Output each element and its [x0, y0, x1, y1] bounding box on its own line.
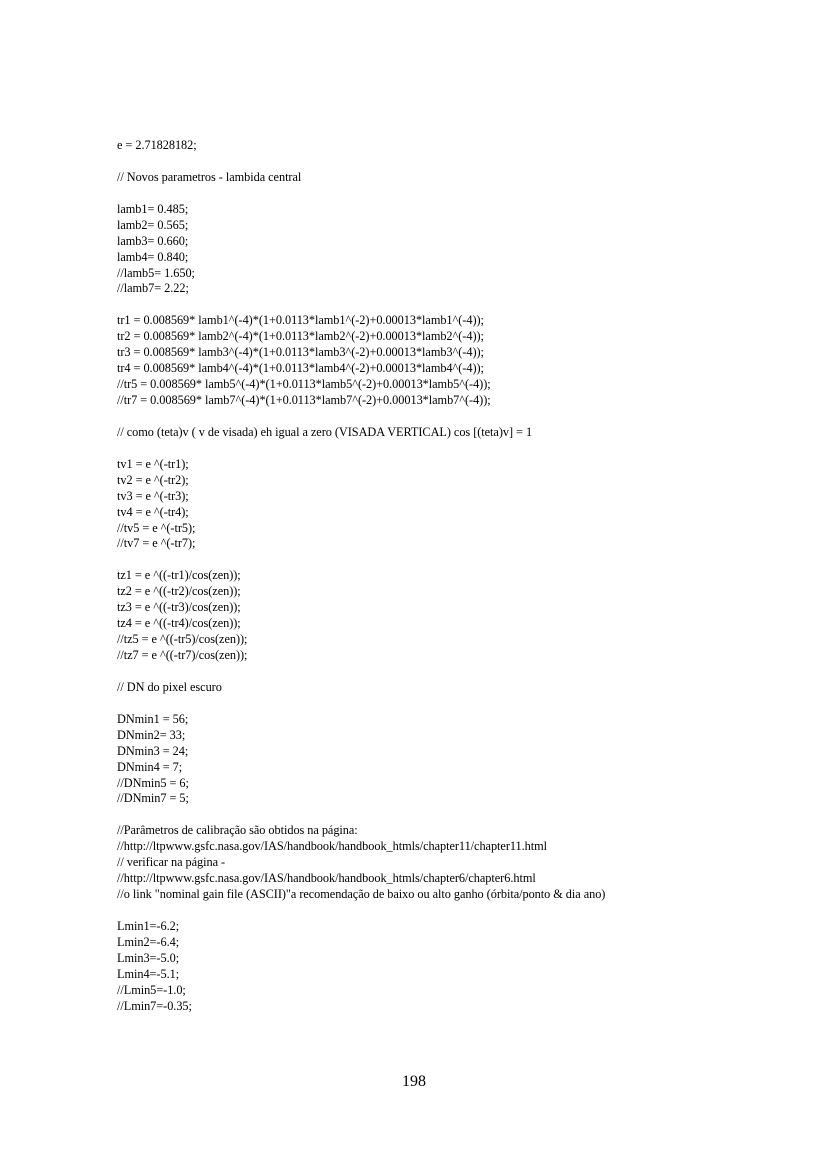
code-line: //lamb5= 1.650;	[117, 265, 195, 280]
blank-line	[117, 807, 797, 823]
blank-line	[117, 664, 797, 680]
code-line: //DNmin7 = 5;	[117, 791, 189, 806]
code-line: tr2 = 0.008569* lamb2^(-4)*(1+0.0113*lamb2^(-2)+0.00013*lamb2^(-4));	[117, 329, 484, 344]
code-line: Lmin4=-5.1;	[117, 966, 180, 981]
blank-line	[117, 186, 797, 202]
code-line: Lmin1=-6.2;	[117, 918, 180, 933]
code-line: //DNmin5 = 6;	[117, 775, 189, 790]
code-line: //tv5 = e ^(-tr5);	[117, 520, 196, 535]
code-line: // como (teta)v ( v de visada) eh igual a zero (VISADA VERTICAL) cos [(teta)v] = 1	[117, 424, 533, 439]
code-line: tv1 = e ^(-tr1);	[117, 456, 189, 471]
blank-line	[117, 409, 797, 425]
code-line: DNmin1 = 56;	[117, 711, 189, 726]
code-line: tr1 = 0.008569* lamb1^(-4)*(1+0.0113*lamb1^(-2)+0.00013*lamb1^(-4));	[117, 313, 484, 328]
blank-line	[117, 154, 797, 170]
code-line: tz1 = e ^((-tr1)/cos(zen));	[117, 568, 241, 583]
code-line: DNmin2= 33;	[117, 727, 186, 742]
code-line: //tr7 = 0.008569* lamb7^(-4)*(1+0.0113*lamb7^(-2)+0.00013*lamb7^(-4));	[117, 393, 491, 407]
code-line: tz4 = e ^((-tr4)/cos(zen));	[117, 616, 241, 631]
code-line: //http://ltpwww.gsfc.nasa.gov/IAS/handbook/handbook_htmls/chapter11/chapter11.html	[117, 839, 547, 854]
blank-line	[117, 297, 797, 313]
code-line: //Lmin7=-0.35;	[117, 998, 192, 1013]
code-line: lamb2= 0.565;	[117, 217, 189, 232]
code-line: tz2 = e ^((-tr2)/cos(zen));	[117, 584, 241, 599]
code-line: tv4 = e ^(-tr4);	[117, 504, 189, 519]
blank-line	[117, 696, 797, 712]
code-line: // Novos parametros - lambida central	[117, 169, 302, 184]
code-line: //tv7 = e ^(-tr7);	[117, 536, 196, 551]
code-line: tv3 = e ^(-tr3);	[117, 488, 189, 503]
code-line: //Lmin5=-1.0;	[117, 982, 186, 997]
blank-line	[117, 552, 797, 568]
code-line: Lmin3=-5.0;	[117, 950, 180, 965]
code-line: //tr5 = 0.008569* lamb5^(-4)*(1+0.0113*lamb5^(-2)+0.00013*lamb5^(-4));	[117, 377, 491, 392]
code-line: tv2 = e ^(-tr2);	[117, 472, 189, 487]
code-line: //tz5 = e ^((-tr5)/cos(zen));	[117, 632, 248, 647]
code-line: e = 2.71828182;	[117, 138, 197, 152]
code-listing	[117, 138, 797, 1015]
code-line: tr3 = 0.008569* lamb3^(-4)*(1+0.0113*lamb3^(-2)+0.00013*lamb3^(-4));	[117, 345, 484, 360]
code-line: //http://ltpwww.gsfc.nasa.gov/IAS/handbook/handbook_htmls/chapter6/chapter6.html	[117, 871, 536, 886]
code-line: //lamb7= 2.22;	[117, 281, 189, 296]
page-number: 198	[402, 1073, 426, 1090]
code-line: DNmin3 = 24;	[117, 743, 189, 758]
blank-line	[117, 903, 797, 919]
code-line: tr4 = 0.008569* lamb4^(-4)*(1+0.0113*lamb4^(-2)+0.00013*lamb4^(-4));	[117, 361, 484, 376]
code-line: //tz7 = e ^((-tr7)/cos(zen));	[117, 648, 248, 662]
code-line: lamb1= 0.485;	[117, 201, 189, 216]
code-line: Lmin2=-6.4;	[117, 934, 180, 949]
code-line: //Parâmetros de calibração são obtidos na página:	[117, 823, 358, 838]
code-line: lamb4= 0.840;	[117, 249, 189, 264]
code-line: //o link "nominal gain file (ASCII)"a recomendação de baixo ou alto ganho (órbita/ponto & dia ano)	[117, 887, 606, 902]
code-line: lamb3= 0.660;	[117, 233, 189, 248]
code-line: tz3 = e ^((-tr3)/cos(zen));	[117, 600, 241, 615]
code-line: // verificar na página -	[117, 855, 226, 870]
code-line: DNmin4 = 7;	[117, 759, 183, 774]
blank-line	[117, 441, 797, 457]
code-line: // DN do pixel escuro	[117, 679, 222, 694]
